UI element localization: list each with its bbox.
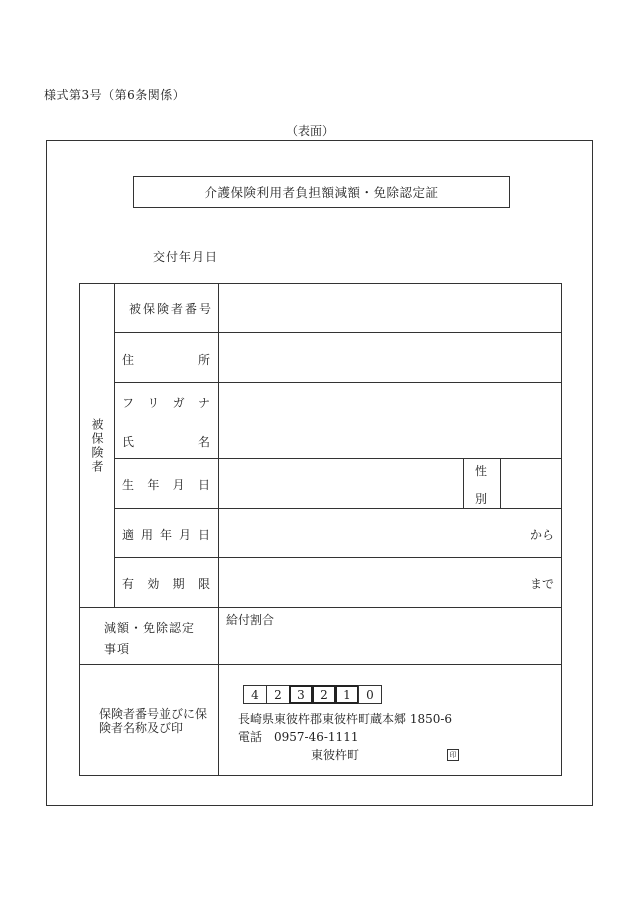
gender-divider <box>500 458 501 508</box>
insurer-number-digit: 1 <box>335 685 359 704</box>
validity-suffix: まで <box>530 577 555 591</box>
gender-divider <box>463 458 464 508</box>
address-char: 所 <box>197 353 210 367</box>
insured-number-label: 被保険者番号 <box>129 302 214 316</box>
validity-char: 限 <box>197 577 210 591</box>
insurer-address: 長崎県東彼杵郡東彼杵町蔵本郷 1850-6 <box>238 712 453 726</box>
issue-date-label: 交付年月日 <box>153 250 219 264</box>
reduction-value: 給付割合 <box>226 613 275 627</box>
name-label <box>122 433 210 450</box>
insurer-phone: 電話 0957-46-1111 <box>238 730 359 744</box>
furigana-char: ナ <box>197 396 210 410</box>
birth-date-char: 生 <box>122 478 135 492</box>
applicable-date-char: 年 <box>159 528 172 542</box>
table-left-border <box>79 283 80 776</box>
insurer-number-digit: 2 <box>266 685 290 704</box>
table-bottom-border <box>79 775 562 776</box>
insurer-number-digit: 2 <box>312 685 336 704</box>
row-divider <box>114 382 561 383</box>
insurer-number-digit: 3 <box>289 685 313 704</box>
insurer-name: 東彼杵町 <box>311 748 360 762</box>
applicable-suffix: から <box>530 528 555 542</box>
table-right-border <box>561 283 562 776</box>
validity-char: 効 <box>147 577 160 591</box>
furigana-char: フ <box>122 396 135 410</box>
furigana-char: リ <box>147 396 160 410</box>
row-divider <box>114 458 561 459</box>
row-divider <box>114 557 561 558</box>
insurer-number-digit: 4 <box>243 685 267 704</box>
validity-char: 有 <box>122 577 135 591</box>
table-top-border <box>79 283 562 284</box>
certificate-title: 介護保険利用者負担額減額・免除認定証 <box>133 176 510 208</box>
row-divider <box>114 508 561 509</box>
gender-label-bottom: 別 <box>475 492 488 506</box>
reduction-label: 減額・免除認定事項 <box>104 621 196 656</box>
applicable-date-char: 適 <box>122 528 135 542</box>
furigana-char: ガ <box>172 396 185 410</box>
birth-date-label <box>122 476 210 493</box>
address-char: 住 <box>122 353 135 367</box>
insured-section-label: 被保険者 <box>90 418 104 474</box>
birth-date-char: 年 <box>147 478 160 492</box>
name-char: 名 <box>197 435 210 449</box>
validity-label <box>122 575 210 592</box>
validity-char: 期 <box>172 577 185 591</box>
birth-date-char: 月 <box>172 478 185 492</box>
birth-date-char: 日 <box>197 478 210 492</box>
row-divider <box>79 607 562 608</box>
gender-label-top: 性 <box>475 464 488 478</box>
label-divider <box>218 283 219 776</box>
row-divider <box>79 664 562 665</box>
applicable-date-char: 日 <box>197 528 210 542</box>
applicable-date-char: 用 <box>140 528 153 542</box>
furigana-label <box>122 394 210 411</box>
insurer-number <box>244 685 382 704</box>
address-label <box>122 351 210 368</box>
form-number-label: 様式第3号（第6条関係） <box>44 88 186 102</box>
side-label: （表面） <box>286 124 335 138</box>
seal-icon: 印 <box>447 749 459 761</box>
applicable-date-char: 月 <box>178 528 191 542</box>
name-char: 氏 <box>122 435 135 449</box>
insurer-label: 保険者番号並びに保険者名称及び印 <box>99 707 208 735</box>
applicable-date-label <box>122 526 210 543</box>
insurer-number-digit: 0 <box>358 685 382 704</box>
row-divider <box>114 332 561 333</box>
